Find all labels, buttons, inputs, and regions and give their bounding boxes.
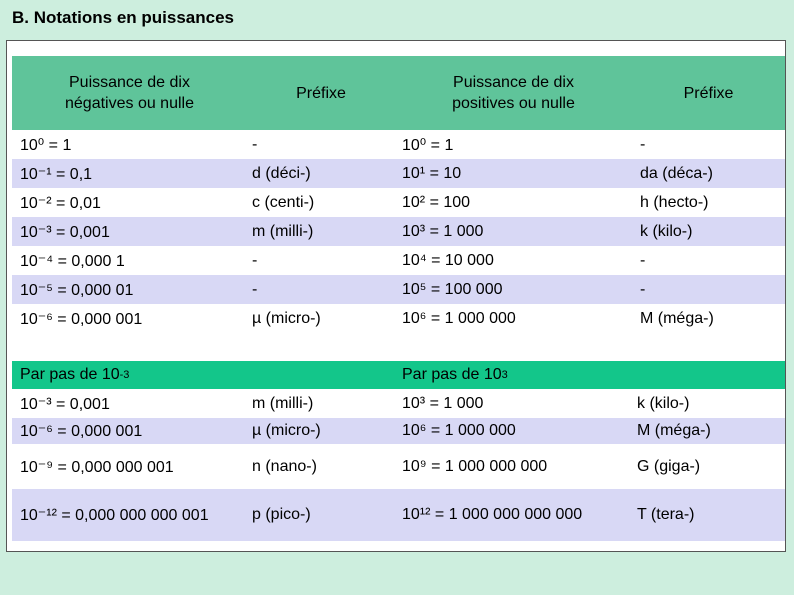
section-label-negative-text: Par pas de 10 [20,366,120,383]
t2-cell: T (tera-) [637,506,695,523]
t1-cell: 10⁰ = 1 [20,136,72,154]
t1-row [12,275,785,304]
section-label-positive-text: Par pas de 10 [402,366,502,383]
t1-cell: 10⁻⁵ = 0,000 01 [20,281,134,299]
t1-row [12,217,785,246]
t2-cell: p (pico-) [252,506,311,523]
t2-cell: 10³ = 1 000 [402,395,484,412]
t2-cell: µ (micro-) [252,422,321,439]
t1-cell: - [252,280,258,298]
t1-cell: M (méga-) [640,309,714,327]
t2-cell: m (milli-) [252,395,314,412]
t1-cell: - [640,280,646,298]
t1-cell: da (déca-) [640,164,713,182]
t2-cell: 10⁻⁶ = 0,000 001 [20,423,143,440]
t2-row [12,489,785,541]
header-prefix-left: Préfixe [296,84,346,102]
t1-row [12,159,785,188]
t1-cell: 10² = 100 [402,193,471,211]
t1-cell: d (déci-) [252,164,311,182]
t1-cell: - [252,251,258,269]
page-title: B. Notations en puissances [12,8,234,27]
t1-row [12,188,785,217]
t2-cell: 10⁹ = 1 000 000 000 [402,457,548,475]
t1-cell: 10⁻⁶ = 0,000 001 [20,310,143,328]
t2-row [12,390,785,418]
t2-row [12,444,785,489]
t1-cell: 10⁻² = 0,01 [20,194,101,212]
t1-cell: - [640,251,646,269]
t2-cell: 10⁻³ = 0,001 [20,396,110,413]
t1-cell: 10⁰ = 1 [402,136,454,154]
t1-cell: 10⁻¹ = 0,1 [20,165,93,183]
t1-cell: - [252,135,258,153]
t2-cell: M (méga-) [637,422,711,439]
t1-cell: 10³ = 1 000 [402,222,484,240]
section-label-negative [20,361,129,389]
t2-cell: 10¹² = 1 000 000 000 000 [402,506,583,523]
header-negative-powers: Puissance de dix négatives ou nulle [65,74,194,112]
t1-cell: 10⁵ = 100 000 [402,280,503,298]
t2-cell: G (giga-) [637,457,701,475]
section-label-positive [402,361,508,389]
t2-cell: 10⁶ = 1 000 000 [402,422,516,439]
t1-cell: 10⁻³ = 0,001 [20,223,110,241]
t2-row [12,418,785,444]
t1-cell: m (milli-) [252,222,314,240]
section-label-negative-exponent: -3 [119,369,130,381]
t1-row [12,246,785,275]
notation-table-panel [6,40,786,552]
t1-cell: c (centi-) [252,193,315,211]
t1-cell: µ (micro-) [252,309,321,327]
t1-row [12,130,785,159]
t1-cell: 10⁴ = 10 000 [402,251,494,269]
t2-cell: 10⁻⁹ = 0,000 000 001 [20,458,174,476]
t1-cell: 10¹ = 10 [402,164,462,182]
header-prefix-right: Préfixe [683,84,734,102]
t1-cell: k (kilo-) [640,222,693,240]
t1-row [12,304,785,333]
section-label-positive-exponent: 3 [501,369,508,381]
t1-cell: 10⁻⁴ = 0,000 1 [20,252,125,270]
t2-cell: 10⁻¹² = 0,000 000 000 001 [20,507,209,524]
table1-header [12,56,785,130]
t1-cell: 10⁶ = 1 000 000 [402,309,516,327]
t1-cell: h (hecto-) [640,193,709,211]
t2-cell: k (kilo-) [637,395,690,412]
t1-cell: - [640,135,646,153]
t2-cell: n (nano-) [252,457,317,475]
table2-header [12,361,785,389]
header-positive-powers: Puissance de dix positives ou nulle [452,74,575,112]
